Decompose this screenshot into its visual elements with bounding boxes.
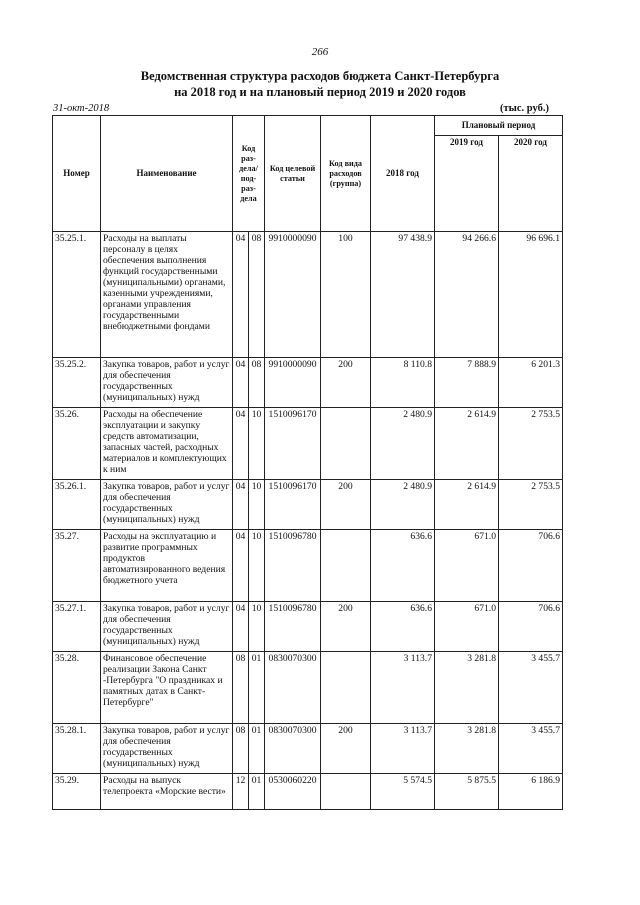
row-value-2019: 3 281.8	[435, 652, 499, 724]
row-value-2018: 2 480.9	[371, 480, 435, 530]
row-target-code: 1510096780	[265, 602, 321, 652]
header-target: Код целевой статьи	[265, 116, 321, 232]
table-row	[53, 358, 563, 408]
row-section: 08	[233, 724, 249, 774]
header-number: Номер	[53, 116, 101, 232]
row-value-2018: 636.6	[371, 602, 435, 652]
table-row	[53, 652, 563, 724]
row-value-2018: 3 113.7	[371, 724, 435, 774]
row-number: 35.26.	[53, 408, 101, 480]
row-target-code: 0530060220	[265, 774, 321, 810]
row-kind-code	[321, 774, 371, 810]
row-subsection: 01	[249, 724, 265, 774]
table-row	[53, 480, 563, 530]
row-value-2019: 671.0	[435, 602, 499, 652]
row-target-code: 1510096170	[265, 408, 321, 480]
row-section: 04	[233, 408, 249, 480]
page-title	[0, 68, 640, 100]
row-name: Закупка товаров, работ и услуг для обеспечения государственных (муниципальных) нужд	[101, 602, 233, 652]
table-row	[53, 530, 563, 602]
row-kind-code	[321, 652, 371, 724]
row-value-2020: 2 753.5	[499, 480, 563, 530]
row-kind-code	[321, 408, 371, 480]
row-kind-code: 200	[321, 480, 371, 530]
row-target-code: 1510096780	[265, 530, 321, 602]
row-kind-code: 200	[321, 358, 371, 408]
table-row	[53, 408, 563, 480]
row-value-2019: 7 888.9	[435, 358, 499, 408]
row-name: Закупка товаров, работ и услуг для обеспечения государственных (муниципальных) нужд	[101, 480, 233, 530]
row-value-2019: 2 614.9	[435, 408, 499, 480]
title-line-2: на 2018 год и на плановый период 2019 и 2020 годов	[174, 85, 466, 99]
row-number: 35.27.1.	[53, 602, 101, 652]
header-kind: Код вида расходов (группа)	[321, 116, 371, 232]
title-line-1: Ведомственная структура расходов бюджета Санкт-Петербурга	[140, 69, 500, 83]
row-target-code: 0830070300	[265, 724, 321, 774]
row-section: 12	[233, 774, 249, 810]
row-target-code: 9910000090	[265, 358, 321, 408]
row-name: Финансовое обеспечение реализации Закона Санкт -Петербурга "О праздниках и памятных датах в Санкт-Петербурге"	[101, 652, 233, 724]
row-subsection: 10	[249, 530, 265, 602]
row-value-2019: 3 281.8	[435, 724, 499, 774]
document-date: 31-окт-2018	[53, 103, 110, 114]
row-value-2020: 2 753.5	[499, 408, 563, 480]
row-value-2018: 5 574.5	[371, 774, 435, 810]
table-row	[53, 724, 563, 774]
row-target-code: 0830070300	[265, 652, 321, 724]
row-subsection: 10	[249, 408, 265, 480]
row-name: Закупка товаров, работ и услуг для обеспечения государственных (муниципальных) нужд	[101, 358, 233, 408]
row-value-2019: 5 875.5	[435, 774, 499, 810]
row-value-2018: 2 480.9	[371, 408, 435, 480]
row-value-2019: 2 614.9	[435, 480, 499, 530]
row-kind-code	[321, 530, 371, 602]
header-2019: 2019 год	[435, 136, 499, 232]
row-section: 04	[233, 358, 249, 408]
row-section: 04	[233, 602, 249, 652]
row-value-2019: 671.0	[435, 530, 499, 602]
row-value-2018: 97 438.9	[371, 232, 435, 358]
row-value-2018: 3 113.7	[371, 652, 435, 724]
row-kind-code: 200	[321, 724, 371, 774]
row-number: 35.25.1.	[53, 232, 101, 358]
row-kind-code: 100	[321, 232, 371, 358]
row-value-2020: 96 696.1	[499, 232, 563, 358]
row-value-2018: 636.6	[371, 530, 435, 602]
table-row	[53, 232, 563, 358]
row-subsection: 08	[249, 358, 265, 408]
row-section: 08	[233, 652, 249, 724]
header-2020: 2020 год	[499, 136, 563, 232]
row-value-2020: 706.6	[499, 602, 563, 652]
row-subsection: 10	[249, 602, 265, 652]
row-number: 35.29.	[53, 774, 101, 810]
header-2018: 2018 год	[371, 116, 435, 232]
row-name: Расходы на выплаты персоналу в целях обеспечения выполнения функций государственными (муниципальными) органами, казенными учреждениями, органами управления государственными внебюджетными фондами	[101, 232, 233, 358]
row-value-2019: 94 266.6	[435, 232, 499, 358]
row-subsection: 10	[249, 480, 265, 530]
row-number: 35.28.1.	[53, 724, 101, 774]
page-number: 266	[311, 46, 329, 58]
row-value-2020: 6 201.3	[499, 358, 563, 408]
row-name: Расходы на выпуск телепроекта «Морские вести»	[101, 774, 233, 810]
row-number: 35.26.1.	[53, 480, 101, 530]
row-number: 35.27.	[53, 530, 101, 602]
table-row	[53, 602, 563, 652]
row-subsection: 01	[249, 652, 265, 724]
header-planned: Плановый период	[435, 116, 563, 136]
row-target-code: 1510096170	[265, 480, 321, 530]
row-name: Закупка товаров, работ и услуг для обеспечения государственных (муниципальных) нужд	[101, 724, 233, 774]
row-section: 04	[233, 232, 249, 358]
row-number: 35.28.	[53, 652, 101, 724]
row-number: 35.25.2.	[53, 358, 101, 408]
row-name: Расходы на эксплуатацию и развитие программных продуктов автоматизированного ведения бюджетного учета	[101, 530, 233, 602]
row-section: 04	[233, 480, 249, 530]
table-row	[53, 774, 563, 810]
budget-table	[52, 115, 563, 810]
row-name: Расходы на обеспечение эксплуатации и закупку средств автоматизации, запасных частей, расходных материалов и комплектующих к ним	[101, 408, 233, 480]
row-target-code: 9910000090	[265, 232, 321, 358]
row-value-2020: 706.6	[499, 530, 563, 602]
row-value-2018: 8 110.8	[371, 358, 435, 408]
row-value-2020: 3 455.7	[499, 724, 563, 774]
header-name: Наименование	[101, 116, 233, 232]
row-value-2020: 6 186.9	[499, 774, 563, 810]
row-subsection: 08	[249, 232, 265, 358]
row-value-2020: 3 455.7	[499, 652, 563, 724]
row-section: 04	[233, 530, 249, 602]
row-kind-code: 200	[321, 602, 371, 652]
header-section: Код раз-дела/ под-раз-дела	[233, 116, 265, 232]
row-subsection: 01	[249, 774, 265, 810]
units-label: (тыс. руб.)	[500, 103, 549, 114]
